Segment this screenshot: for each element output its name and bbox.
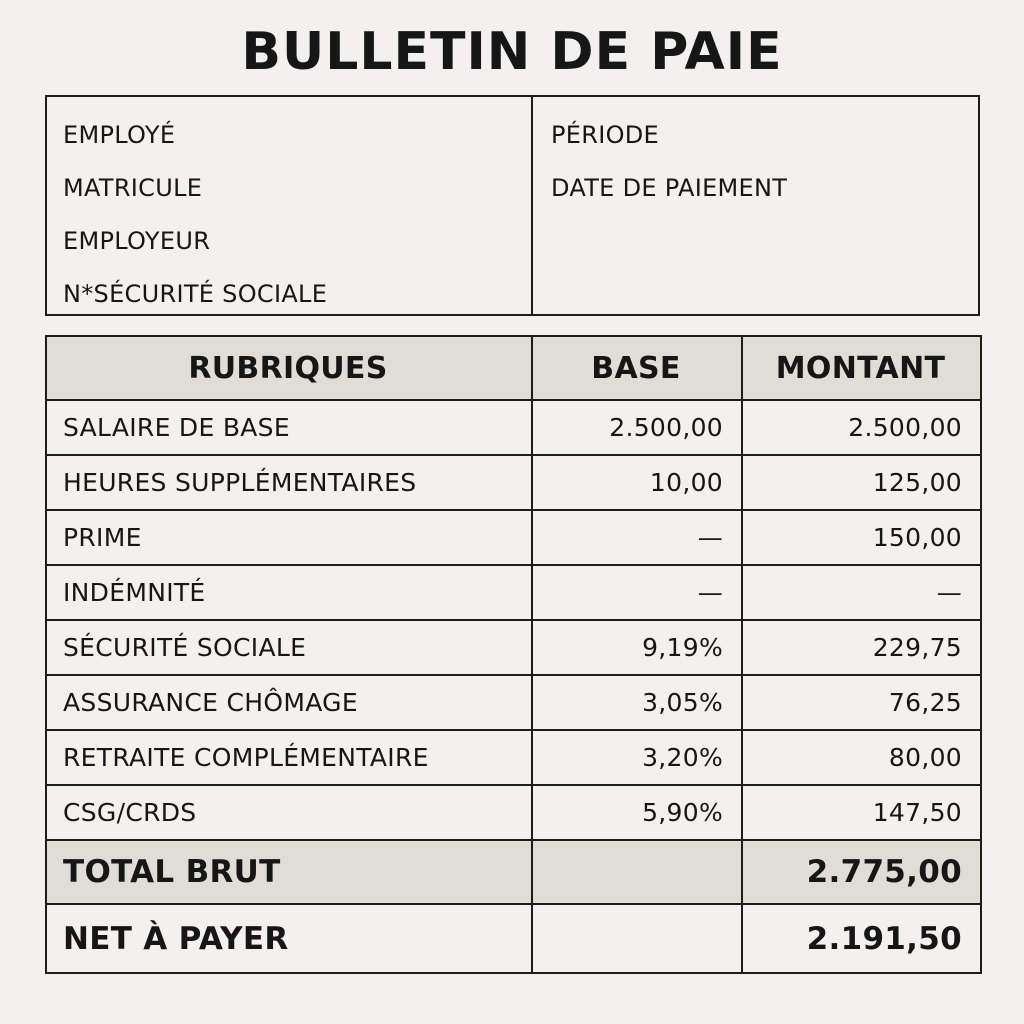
document-title: BULLETIN DE PAIE [241, 22, 783, 82]
total-base [532, 840, 742, 904]
period-label: PÉRIODE [551, 121, 660, 149]
table-row [46, 565, 981, 620]
table-row [46, 675, 981, 730]
header-rubriques: RUBRIQUES [46, 336, 532, 400]
row-label: HEURES SUPPLÉMENTAIRES [46, 455, 532, 510]
table-row [46, 620, 981, 675]
row-base: 9,19% [532, 620, 742, 675]
net-label: NET À PAYER [46, 904, 532, 973]
employee-label: EMPLOYÉ [63, 121, 176, 149]
table-row [46, 785, 981, 840]
row-base: 5,90% [532, 785, 742, 840]
row-amount: — [742, 565, 981, 620]
payment-date-label: DATE DE PAIEMENT [551, 174, 788, 202]
employer-label: EMPLOYEUR [63, 227, 211, 255]
row-amount: 125,00 [742, 455, 981, 510]
table-row [46, 730, 981, 785]
header-base: BASE [532, 336, 742, 400]
net-amount: 2.191,50 [742, 904, 981, 973]
row-amount: 80,00 [742, 730, 981, 785]
net-a-payer-row [46, 904, 981, 973]
row-label: SALAIRE DE BASE [46, 400, 532, 455]
row-base: 2.500,00 [532, 400, 742, 455]
table-row [46, 400, 981, 455]
row-amount: 2.500,00 [742, 400, 981, 455]
row-label: ASSURANCE CHÔMAGE [46, 675, 532, 730]
total-label: TOTAL BRUT [46, 840, 532, 904]
row-base: 10,00 [532, 455, 742, 510]
payslip-table [45, 335, 982, 974]
row-amount: 76,25 [742, 675, 981, 730]
row-amount: 150,00 [742, 510, 981, 565]
total-amount: 2.775,00 [742, 840, 981, 904]
social-security-number-label: N*SÉCURITÉ SOCIALE [63, 280, 328, 308]
employee-info-box [45, 95, 980, 316]
employee-info-right [533, 97, 978, 314]
row-base: 3,20% [532, 730, 742, 785]
row-label: CSG/CRDS [46, 785, 532, 840]
matricule-label: MATRICULE [63, 174, 203, 202]
row-label: SÉCURITÉ SOCIALE [46, 620, 532, 675]
row-amount: 147,50 [742, 785, 981, 840]
table-row [46, 510, 981, 565]
row-base: 3,05% [532, 675, 742, 730]
table-header-row [46, 336, 981, 400]
row-base: — [532, 565, 742, 620]
header-montant: MONTANT [742, 336, 981, 400]
net-base [532, 904, 742, 973]
total-brut-row [46, 840, 981, 904]
row-amount: 229,75 [742, 620, 981, 675]
employee-info-left [47, 97, 533, 314]
row-label: PRIME [46, 510, 532, 565]
row-label: INDÉMNITÉ [46, 565, 532, 620]
row-base: — [532, 510, 742, 565]
table-row [46, 455, 981, 510]
row-label: RETRAITE COMPLÉMENTAIRE [46, 730, 532, 785]
